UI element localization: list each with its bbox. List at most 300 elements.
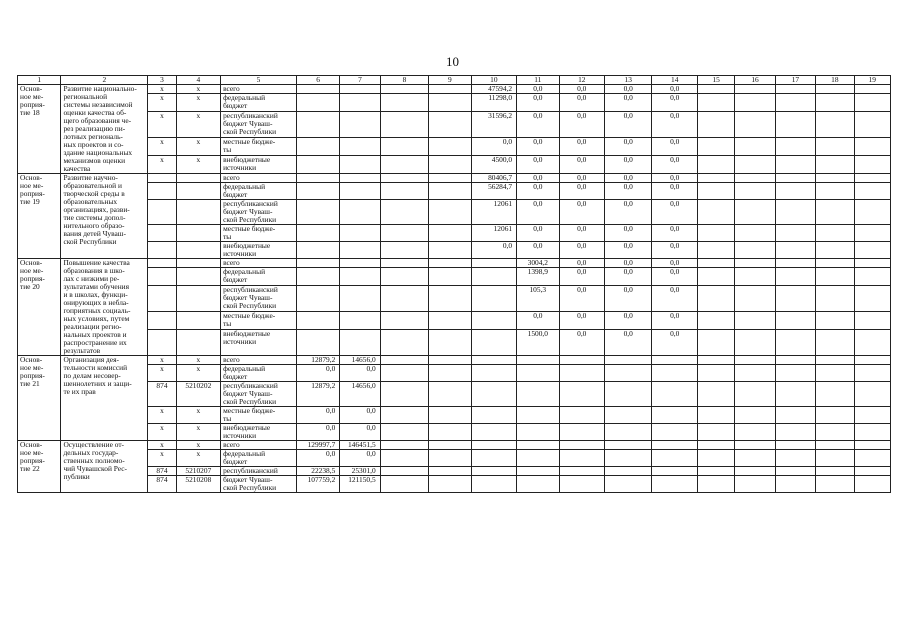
amount-cell <box>429 268 471 286</box>
funding-source: всего <box>221 356 297 365</box>
header-cell: 17 <box>775 76 815 85</box>
table-row <box>18 225 891 242</box>
activity-name: Развитие научно- образовательной и творческой среды в образовательных организациях, разви- тие системы допол- нительного образо- вания детей Чуваш- ской Республики <box>61 174 148 259</box>
empty-cell <box>854 382 890 407</box>
empty-cell <box>735 259 775 268</box>
amount-cell <box>380 312 429 330</box>
budget-table-body <box>18 76 891 493</box>
amount-cell <box>340 174 380 183</box>
amount-cell: 0,0 <box>517 156 559 174</box>
activity-name: Осуществление от- дельных государ- ственных полномо- чий Чувашской Рес- публики <box>61 441 148 493</box>
table-row <box>18 365 891 382</box>
empty-cell <box>816 407 854 424</box>
table-row <box>18 356 891 365</box>
grbs-code <box>148 183 176 200</box>
empty-cell <box>735 476 775 493</box>
empty-cell <box>854 365 890 382</box>
amount-cell <box>559 356 604 365</box>
empty-cell <box>775 329 815 355</box>
amount-cell: 56284,7 <box>471 183 516 200</box>
grbs-code: x <box>148 156 176 174</box>
amount-cell: 12879,2 <box>296 356 339 365</box>
empty-cell <box>697 286 734 312</box>
amount-cell <box>429 382 471 407</box>
amount-cell: 0,0 <box>652 312 697 330</box>
amount-cell <box>340 112 380 138</box>
amount-cell <box>380 476 429 493</box>
activity-label: Основ- ное ме- роприя- тие 19 <box>18 174 61 259</box>
amount-cell <box>429 183 471 200</box>
empty-cell <box>816 174 854 183</box>
empty-cell <box>854 312 890 330</box>
empty-cell <box>775 365 815 382</box>
empty-cell <box>854 407 890 424</box>
empty-cell <box>854 329 890 355</box>
amount-cell <box>429 329 471 355</box>
csr-code <box>176 312 220 330</box>
empty-cell <box>735 382 775 407</box>
amount-cell <box>471 407 516 424</box>
grbs-code <box>148 174 176 183</box>
empty-cell <box>854 356 890 365</box>
empty-cell <box>697 225 734 242</box>
amount-cell <box>471 356 516 365</box>
amount-cell <box>429 286 471 312</box>
empty-cell <box>735 441 775 450</box>
amount-cell: 107759,2 <box>296 476 339 493</box>
funding-source: республиканский бюджет Чуваш- ской Республики <box>221 112 297 138</box>
amount-cell: 0,0 <box>605 259 652 268</box>
amount-cell: 0,0 <box>652 174 697 183</box>
amount-cell: 4500,0 <box>471 156 516 174</box>
header-cell: 13 <box>605 76 652 85</box>
header-cell: 15 <box>697 76 734 85</box>
csr-code: x <box>176 407 220 424</box>
grbs-code: x <box>148 450 176 467</box>
amount-cell <box>429 138 471 156</box>
amount-cell: 0,0 <box>517 85 559 94</box>
grbs-code: x <box>148 356 176 365</box>
amount-cell: 0,0 <box>340 407 380 424</box>
empty-cell <box>816 476 854 493</box>
amount-cell <box>517 382 559 407</box>
amount-cell <box>517 407 559 424</box>
funding-source: республиканский бюджет Чуваш- ской Республики <box>221 382 297 407</box>
table-row <box>18 268 891 286</box>
amount-cell <box>380 259 429 268</box>
empty-cell <box>816 183 854 200</box>
funding-source: республиканский бюджет Чуваш- ской Республики <box>221 286 297 312</box>
amount-cell <box>429 174 471 183</box>
amount-cell <box>340 85 380 94</box>
empty-cell <box>816 329 854 355</box>
empty-cell <box>816 200 854 225</box>
empty-cell <box>697 94 734 112</box>
amount-cell <box>429 365 471 382</box>
amount-cell <box>380 183 429 200</box>
table-row <box>18 382 891 407</box>
amount-cell <box>340 312 380 330</box>
amount-cell: 25301,0 <box>340 467 380 476</box>
amount-cell: 0,0 <box>652 85 697 94</box>
empty-cell <box>816 242 854 259</box>
empty-cell <box>697 174 734 183</box>
empty-cell <box>816 94 854 112</box>
amount-cell <box>517 450 559 467</box>
funding-source: местные бюдже- ты <box>221 407 297 424</box>
funding-source: всего <box>221 259 297 268</box>
amount-cell: 14656,0 <box>340 356 380 365</box>
empty-cell <box>854 225 890 242</box>
grbs-code: 874 <box>148 467 176 476</box>
header-cell: 11 <box>517 76 559 85</box>
empty-cell <box>775 441 815 450</box>
csr-code <box>176 225 220 242</box>
amount-cell <box>296 268 339 286</box>
amount-cell <box>559 424 604 441</box>
amount-cell: 0,0 <box>559 286 604 312</box>
empty-cell <box>735 450 775 467</box>
table-row <box>18 407 891 424</box>
amount-cell: 0,0 <box>517 183 559 200</box>
amount-cell <box>559 476 604 493</box>
csr-code <box>176 286 220 312</box>
amount-cell <box>340 156 380 174</box>
funding-source: всего <box>221 85 297 94</box>
amount-cell <box>559 365 604 382</box>
table-row <box>18 94 891 112</box>
header-cell: 6 <box>296 76 339 85</box>
empty-cell <box>697 183 734 200</box>
csr-code: 5210208 <box>176 476 220 493</box>
amount-cell <box>380 242 429 259</box>
empty-cell <box>735 356 775 365</box>
empty-cell <box>735 200 775 225</box>
empty-cell <box>775 407 815 424</box>
empty-cell <box>775 138 815 156</box>
header-row <box>18 76 891 85</box>
amount-cell: 0,0 <box>605 329 652 355</box>
amount-cell <box>380 365 429 382</box>
amount-cell <box>429 312 471 330</box>
funding-source: местные бюдже- ты <box>221 225 297 242</box>
empty-cell <box>854 183 890 200</box>
funding-source: бюджет Чуваш- ской Республики <box>221 476 297 493</box>
amount-cell <box>429 476 471 493</box>
grbs-code <box>148 312 176 330</box>
amount-cell: 0,0 <box>471 242 516 259</box>
amount-cell <box>380 467 429 476</box>
grbs-code <box>148 286 176 312</box>
empty-cell <box>775 85 815 94</box>
amount-cell <box>296 183 339 200</box>
amount-cell: 0,0 <box>605 94 652 112</box>
amount-cell <box>517 356 559 365</box>
empty-cell <box>854 450 890 467</box>
empty-cell <box>697 268 734 286</box>
amount-cell: 31596,2 <box>471 112 516 138</box>
amount-cell: 0,0 <box>340 450 380 467</box>
amount-cell <box>340 286 380 312</box>
amount-cell: 0,0 <box>605 312 652 330</box>
empty-cell <box>816 85 854 94</box>
amount-cell: 12879,2 <box>296 382 339 407</box>
empty-cell <box>697 476 734 493</box>
empty-cell <box>735 424 775 441</box>
amount-cell <box>340 183 380 200</box>
amount-cell: 0,0 <box>517 200 559 225</box>
amount-cell <box>380 174 429 183</box>
empty-cell <box>697 200 734 225</box>
amount-cell <box>380 268 429 286</box>
amount-cell <box>559 407 604 424</box>
empty-cell <box>697 85 734 94</box>
empty-cell <box>854 112 890 138</box>
amount-cell <box>605 476 652 493</box>
amount-cell <box>429 467 471 476</box>
amount-cell: 0,0 <box>652 156 697 174</box>
empty-cell <box>697 424 734 441</box>
amount-cell <box>429 156 471 174</box>
amount-cell: 0,0 <box>605 112 652 138</box>
amount-cell: 0,0 <box>471 138 516 156</box>
amount-cell: 0,0 <box>652 183 697 200</box>
empty-cell <box>697 312 734 330</box>
amount-cell <box>429 94 471 112</box>
amount-cell: 12061 <box>471 225 516 242</box>
amount-cell <box>380 85 429 94</box>
empty-cell <box>735 286 775 312</box>
empty-cell <box>854 467 890 476</box>
amount-cell <box>380 329 429 355</box>
empty-cell <box>854 286 890 312</box>
amount-cell <box>652 356 697 365</box>
amount-cell <box>340 259 380 268</box>
empty-cell <box>775 450 815 467</box>
amount-cell: 0,0 <box>605 268 652 286</box>
amount-cell <box>652 382 697 407</box>
amount-cell <box>471 312 516 330</box>
amount-cell: 22238,5 <box>296 467 339 476</box>
amount-cell: 0,0 <box>605 138 652 156</box>
amount-cell <box>605 450 652 467</box>
empty-cell <box>854 200 890 225</box>
amount-cell <box>296 85 339 94</box>
amount-cell <box>429 441 471 450</box>
amount-cell <box>429 259 471 268</box>
amount-cell: 129997,7 <box>296 441 339 450</box>
amount-cell <box>296 259 339 268</box>
empty-cell <box>697 407 734 424</box>
funding-source: федеральный бюджет <box>221 94 297 112</box>
amount-cell <box>340 329 380 355</box>
grbs-code: x <box>148 138 176 156</box>
csr-code: x <box>176 85 220 94</box>
header-cell: 12 <box>559 76 604 85</box>
grbs-code: 874 <box>148 382 176 407</box>
amount-cell: 12061 <box>471 200 516 225</box>
empty-cell <box>697 259 734 268</box>
empty-cell <box>816 156 854 174</box>
empty-cell <box>854 85 890 94</box>
funding-source: республиканский бюджет Чуваш- ской Республики <box>221 200 297 225</box>
grbs-code <box>148 242 176 259</box>
amount-cell <box>429 407 471 424</box>
amount-cell <box>471 382 516 407</box>
csr-code <box>176 242 220 259</box>
amount-cell <box>605 424 652 441</box>
amount-cell <box>340 138 380 156</box>
amount-cell: 80406,7 <box>471 174 516 183</box>
funding-source: местные бюдже- ты <box>221 312 297 330</box>
amount-cell <box>471 268 516 286</box>
amount-cell <box>652 407 697 424</box>
amount-cell: 0,0 <box>559 112 604 138</box>
table-row <box>18 112 891 138</box>
table-row <box>18 200 891 225</box>
empty-cell <box>775 259 815 268</box>
amount-cell: 0,0 <box>559 268 604 286</box>
empty-cell <box>775 94 815 112</box>
amount-cell <box>605 356 652 365</box>
empty-cell <box>816 450 854 467</box>
amount-cell <box>296 329 339 355</box>
amount-cell: 1398,9 <box>517 268 559 286</box>
amount-cell <box>605 441 652 450</box>
amount-cell <box>652 365 697 382</box>
amount-cell: 0,0 <box>652 94 697 112</box>
csr-code: x <box>176 138 220 156</box>
amount-cell: 0,0 <box>652 138 697 156</box>
amount-cell <box>380 138 429 156</box>
amount-cell: 0,0 <box>559 94 604 112</box>
amount-cell <box>559 467 604 476</box>
grbs-code <box>148 268 176 286</box>
table-row <box>18 259 891 268</box>
funding-source: федеральный бюджет <box>221 365 297 382</box>
empty-cell <box>775 424 815 441</box>
empty-cell <box>816 312 854 330</box>
activity-label: Основ- ное ме- роприя- тие 21 <box>18 356 61 441</box>
empty-cell <box>697 156 734 174</box>
grbs-code: x <box>148 407 176 424</box>
amount-cell: 0,0 <box>517 112 559 138</box>
amount-cell <box>380 112 429 138</box>
empty-cell <box>775 467 815 476</box>
empty-cell <box>735 365 775 382</box>
amount-cell: 0,0 <box>652 225 697 242</box>
header-cell: 3 <box>148 76 176 85</box>
header-cell: 4 <box>176 76 220 85</box>
csr-code: x <box>176 112 220 138</box>
amount-cell <box>517 476 559 493</box>
amount-cell <box>471 424 516 441</box>
amount-cell: 11298,0 <box>471 94 516 112</box>
grbs-code: x <box>148 424 176 441</box>
amount-cell <box>559 441 604 450</box>
amount-cell: 0,0 <box>652 112 697 138</box>
amount-cell <box>429 424 471 441</box>
amount-cell: 0,0 <box>605 200 652 225</box>
amount-cell <box>471 329 516 355</box>
amount-cell: 3004,2 <box>517 259 559 268</box>
amount-cell <box>296 286 339 312</box>
csr-code: x <box>176 424 220 441</box>
table-row <box>18 329 891 355</box>
empty-cell <box>735 312 775 330</box>
amount-cell <box>471 476 516 493</box>
grbs-code: x <box>148 85 176 94</box>
amount-cell <box>380 382 429 407</box>
empty-cell <box>816 112 854 138</box>
amount-cell <box>296 242 339 259</box>
amount-cell <box>471 365 516 382</box>
empty-cell <box>775 183 815 200</box>
funding-source: местные бюдже- ты <box>221 138 297 156</box>
empty-cell <box>816 467 854 476</box>
empty-cell <box>697 138 734 156</box>
amount-cell: 0,0 <box>652 286 697 312</box>
funding-source: федеральный бюджет <box>221 268 297 286</box>
empty-cell <box>854 424 890 441</box>
empty-cell <box>775 476 815 493</box>
amount-cell: 0,0 <box>605 225 652 242</box>
amount-cell <box>380 200 429 225</box>
amount-cell: 0,0 <box>559 200 604 225</box>
empty-cell <box>775 174 815 183</box>
amount-cell <box>296 138 339 156</box>
header-cell: 5 <box>221 76 297 85</box>
amount-cell: 0,0 <box>517 312 559 330</box>
amount-cell: 0,0 <box>559 329 604 355</box>
amount-cell <box>471 467 516 476</box>
table-row <box>18 242 891 259</box>
amount-cell <box>652 450 697 467</box>
amount-cell: 0,0 <box>559 259 604 268</box>
amount-cell: 0,0 <box>296 365 339 382</box>
empty-cell <box>854 268 890 286</box>
funding-source: федеральный бюджет <box>221 183 297 200</box>
empty-cell <box>735 174 775 183</box>
amount-cell: 0,0 <box>559 225 604 242</box>
header-cell: 10 <box>471 76 516 85</box>
amount-cell <box>296 200 339 225</box>
amount-cell <box>380 356 429 365</box>
amount-cell: 14656,0 <box>340 382 380 407</box>
header-cell: 19 <box>854 76 890 85</box>
amount-cell: 0,0 <box>340 424 380 441</box>
funding-source: внебюджетные источники <box>221 329 297 355</box>
header-cell: 8 <box>380 76 429 85</box>
empty-cell <box>775 200 815 225</box>
empty-cell <box>697 441 734 450</box>
amount-cell: 0,0 <box>605 174 652 183</box>
amount-cell <box>471 259 516 268</box>
amount-cell: 146451,5 <box>340 441 380 450</box>
funding-source: внебюджетные источники <box>221 242 297 259</box>
amount-cell <box>517 424 559 441</box>
grbs-code: x <box>148 112 176 138</box>
header-cell: 2 <box>61 76 148 85</box>
csr-code <box>176 259 220 268</box>
amount-cell <box>605 365 652 382</box>
activity-label: Основ- ное ме- роприя- тие 22 <box>18 441 61 493</box>
grbs-code: x <box>148 365 176 382</box>
amount-cell: 0,0 <box>652 259 697 268</box>
amount-cell <box>517 467 559 476</box>
header-cell: 16 <box>735 76 775 85</box>
amount-cell: 0,0 <box>605 156 652 174</box>
